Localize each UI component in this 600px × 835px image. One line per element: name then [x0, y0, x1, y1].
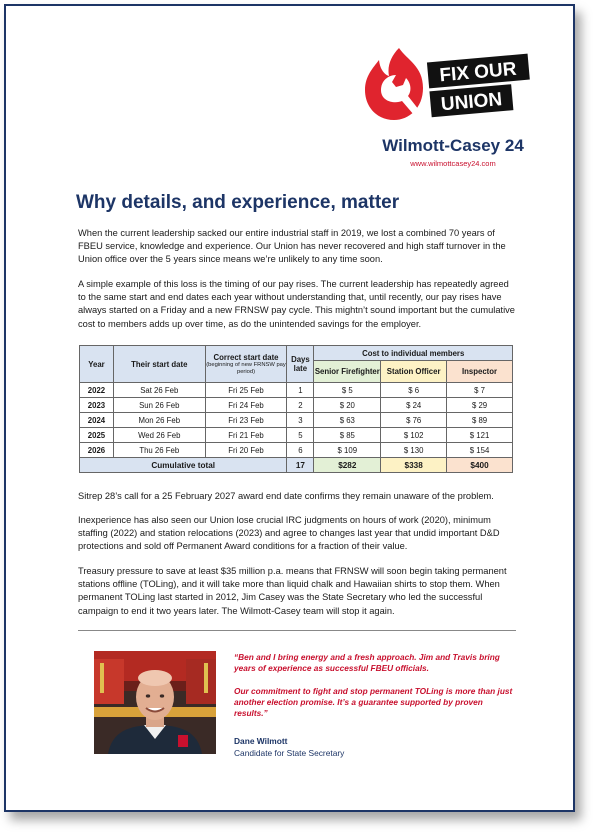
cell-correct-start: Fri 24 Feb: [205, 398, 287, 413]
cell-days-late: 3: [287, 413, 314, 428]
header-correct-start-sub: (beginning of new FRNSW pay period): [206, 361, 286, 375]
cell-year: 2023: [80, 398, 114, 413]
paragraph-irc-judgments: Inexperience has also seen our Union lose crucial IRC judgments on hours of work (2020), minimum staffing (2022) and station relocations (2023) and agree to changes last year that undid important D&D protections and sold off Permanent Award conditions for a fraction of their value.: [78, 515, 500, 552]
cell-year: 2022: [80, 383, 114, 398]
cell-year: 2024: [80, 413, 114, 428]
header-inspector: Inspector: [447, 361, 513, 383]
header-correct-start-label: Correct start date: [213, 352, 279, 362]
cell-days-late: 1: [287, 383, 314, 398]
cell-their-start: Sat 26 Feb: [113, 383, 205, 398]
header-their-start: Their start date: [113, 346, 205, 383]
cell-station: $ 6: [381, 383, 447, 398]
header-station-officer: Station Officer: [381, 361, 447, 383]
cell-inspector: $ 7: [447, 383, 513, 398]
quote-line-1: “Ben and I bring energy and a fresh approach. Jim and Travis bring years of experience as successful FBEU officials.: [234, 652, 500, 674]
paragraph-pay-rise-timing: A simple example of this loss is the timing of our pay rises. The current leadership has repeatedly agreed to the same start and end dates each year without understanding that, until recently, our pay rises have always started on a Friday and a new FRNSW pay cycle. This mightn’t sound important but the cumulative cost to members adds up over time, as do the unintended savings for the employer.: [78, 279, 515, 329]
cell-inspector: $ 29: [447, 398, 513, 413]
cell-inspector: $ 121: [447, 428, 513, 443]
cell-station: $ 130: [381, 443, 447, 458]
table-row: [80, 443, 513, 458]
cell-senior: $ 109: [314, 443, 381, 458]
cell-total-label: Cumulative total: [80, 458, 287, 473]
signature-name: Dane Wilmott: [234, 736, 288, 746]
quote-line-2: Our commitment to fight and stop permanent TOLing is more than just another election promise. It’s a guarantee supported by proven results.”: [234, 685, 513, 719]
header-senior-firefighter: Senior Firefighter: [314, 361, 381, 383]
candidate-photo: [94, 651, 216, 754]
fix-our-union-logo: [361, 44, 536, 124]
paragraph-staff-loss: When the current leadership sacked our entire industrial staff in 2019, we lost a combined 70 years of FBEU service, knowledge and experience. Our Union has never recovered and high staff turnover in the Union office over the 5 years since means we’re unlikely to any time soon.: [78, 228, 506, 265]
page-heading: Why details, and experience, matter: [76, 192, 400, 213]
campaign-name: Wilmott-Casey 24: [382, 136, 524, 155]
cell-year: 2025: [80, 428, 114, 443]
cell-station: $ 102: [381, 428, 447, 443]
cell-station: $ 24: [381, 398, 447, 413]
cell-days-late: 6: [287, 443, 314, 458]
paragraph-sitrep: Sitrep 28’s call for a 25 February 2027 award end date confirms they remain unaware of the problem.: [78, 491, 494, 501]
header-correct-start: [205, 346, 287, 383]
cell-total-days: 17: [287, 458, 314, 473]
cell-year: 2026: [80, 443, 114, 458]
cell-their-start: Mon 26 Feb: [113, 413, 205, 428]
document-page: [4, 4, 575, 812]
cell-senior: $ 85: [314, 428, 381, 443]
table-row: [80, 398, 513, 413]
cell-total-senior: $282: [314, 458, 381, 473]
cell-inspector: $ 154: [447, 443, 513, 458]
table-row: [80, 428, 513, 443]
cell-correct-start: Fri 25 Feb: [205, 383, 287, 398]
cell-total-inspector: $400: [447, 458, 513, 473]
cell-inspector: $ 89: [447, 413, 513, 428]
cell-days-late: 5: [287, 428, 314, 443]
cell-senior: $ 63: [314, 413, 381, 428]
cell-correct-start: Fri 20 Feb: [205, 443, 287, 458]
header-cost-group: Cost to individual members: [314, 346, 513, 361]
cell-correct-start: Fri 21 Feb: [205, 428, 287, 443]
section-divider: [78, 630, 516, 631]
paragraph-toling: Treasury pressure to save at least $35 million p.a. means that FRNSW will soon begin taking permanent stations offline (TOLing), and it will take more than liquid chalk and Hawaiian shirts to stop them. When permanent TOLing last started in 2012, Jim Casey was the State Secretary who led the successful campaign to end it two years later. The Wilmott-Casey team will stop it again.: [78, 566, 507, 616]
logo-text-line1: FIX OUR: [438, 58, 518, 87]
logo-text-line2: UNION: [440, 89, 503, 116]
cell-total-station: $338: [381, 458, 447, 473]
signature-role: Candidate for State Secretary: [234, 748, 345, 758]
candidate-quote: [234, 652, 516, 719]
header-year: Year: [80, 346, 114, 383]
campaign-url[interactable]: www.wilmottcasey24.com: [410, 159, 496, 168]
header-days-late: Days late: [287, 346, 314, 383]
table-row: [80, 383, 513, 398]
cell-senior: $ 20: [314, 398, 381, 413]
pay-rise-cost-table: [79, 345, 513, 473]
table-total-row: [80, 458, 513, 473]
cell-their-start: Wed 26 Feb: [113, 428, 205, 443]
table-row: [80, 413, 513, 428]
cell-correct-start: Fri 23 Feb: [205, 413, 287, 428]
cell-days-late: 2: [287, 398, 314, 413]
cell-their-start: Thu 26 Feb: [113, 443, 205, 458]
cell-senior: $ 5: [314, 383, 381, 398]
cell-station: $ 76: [381, 413, 447, 428]
cell-their-start: Sun 26 Feb: [113, 398, 205, 413]
